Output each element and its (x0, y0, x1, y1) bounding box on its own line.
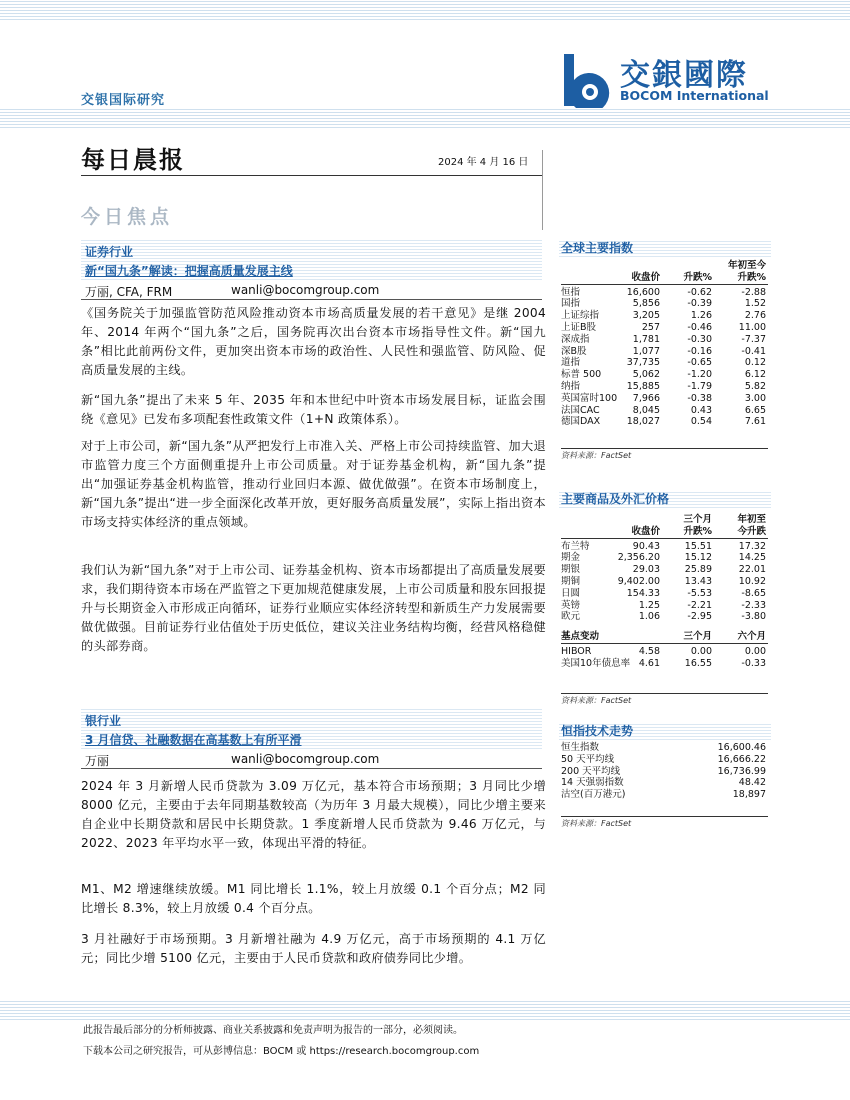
col-header: 三个月 (683, 631, 712, 643)
row-label: 纳指 (561, 380, 581, 392)
section-label: 银行业 (85, 714, 122, 728)
table-row (561, 777, 768, 789)
row-label: 国指 (561, 298, 581, 310)
row-label: 深B股 (561, 345, 587, 357)
company-logo (562, 50, 772, 110)
col-header: 收盘价 (631, 525, 660, 537)
table-row (561, 416, 768, 428)
col-header: 升跌% (683, 271, 712, 283)
row-value: 11.00 (738, 321, 766, 333)
table-row (561, 576, 768, 588)
logo-chinese-text: 交銀國際 (620, 58, 748, 93)
table-row (561, 646, 768, 658)
row-value: -0.16 (687, 345, 712, 357)
paragraph: 3 月社融好于市场预期。3 月新增社融为 4.9 万亿元，高于市场预期的 4.1 万亿元；同比少增 5100 亿元，主要由于人民币贷款和政府债券同比少增。 (81, 932, 546, 965)
row-value: 37,735 (626, 357, 660, 369)
download-info[interactable]: 下载本公司之研究报告，可从彭博信息：BOCM 或 https://research.bocomgroup.com (83, 1046, 480, 1057)
table-row (561, 334, 768, 346)
row-value: 8,045 (632, 404, 660, 416)
row-value: -8.65 (741, 587, 766, 599)
row-value: 29.03 (632, 564, 660, 576)
row-value: 16,666.22 (717, 753, 766, 765)
table-row (561, 658, 768, 670)
row-label: 期铜 (561, 575, 581, 587)
hsi-tech-table (561, 742, 768, 801)
table-rule (561, 448, 768, 449)
row-value: 25.89 (684, 564, 712, 576)
row-value: 0.00 (744, 645, 766, 657)
row-label: 期银 (561, 564, 581, 576)
row-label: 欧元 (561, 611, 581, 623)
row-value: 6.12 (744, 369, 766, 381)
author-name: 万丽 (85, 754, 110, 768)
table-row (561, 287, 768, 299)
row-value: 22.01 (738, 564, 766, 576)
table-row (561, 789, 768, 801)
row-value: -2.33 (741, 599, 766, 611)
logo-english-text: BOCOM International (620, 88, 769, 103)
col-header: 收盘价 (631, 271, 660, 283)
row-value: -2.21 (687, 599, 712, 611)
focus-heading: 今日焦点 (81, 206, 174, 228)
row-value: -0.33 (741, 657, 766, 669)
row-label: 法国CAC (561, 404, 600, 416)
table-row (561, 322, 768, 334)
row-value: 15,885 (626, 380, 660, 392)
table-rule (561, 693, 768, 694)
report-date: 2024 年 4 月 16 日 (438, 157, 529, 168)
row-value: -0.39 (687, 298, 712, 310)
table-row (561, 552, 768, 564)
row-value: 1,781 (632, 333, 660, 345)
table-row (561, 754, 768, 766)
table-row (561, 588, 768, 600)
disclaimer-text: 此报告最后部分的分析师披露、商业关系披露和免责声明为报告的一部分，必须阅读。 (83, 1025, 463, 1036)
row-value: 1.52 (744, 298, 766, 310)
row-label: 标普 500 (561, 369, 602, 381)
row-value: -5.53 (687, 587, 712, 599)
row-label: 美国10年债息率 (561, 657, 631, 669)
row-value: 0.12 (744, 357, 766, 369)
commodities-table (561, 514, 768, 670)
row-value: 7.61 (744, 416, 766, 428)
row-value: 10.92 (738, 575, 766, 587)
row-label: 英镑 (561, 599, 581, 611)
table-row (561, 611, 768, 623)
row-value: 2.76 (744, 310, 766, 322)
row-value: 13.43 (684, 575, 712, 587)
row-value: 0.43 (690, 404, 712, 416)
table-row (561, 541, 768, 553)
row-value: 154.33 (626, 587, 660, 599)
row-value: -7.37 (741, 333, 766, 345)
row-value: -0.65 (687, 357, 712, 369)
row-label: 恒指 (561, 286, 581, 298)
row-label: 英国富时100 (561, 392, 618, 404)
row-value: 16,600 (626, 286, 660, 298)
indices-title: 全球主要指数 (559, 239, 771, 257)
paragraph: 《国务院关于加强监管防范风险推动资本市场高质量发展的若干意见》是继 2004 年、2014 年两个“国九条”之后，国务院再次出台资本市场指导性文件。新“国九条”相比此前两份文件，更加突出资本市场的政治性、人民性和强监管、防风险、促高质量发展的主线。 (81, 306, 546, 377)
row-value: 17.32 (738, 540, 766, 552)
author-email[interactable]: wanli@bocomgroup.com (231, 283, 380, 297)
section-headline[interactable]: 新“国九条”解读：把握高质量发展主线 (85, 264, 293, 278)
table-row (561, 600, 768, 612)
row-value: -0.30 (687, 333, 712, 345)
row-label: 德国DAX (561, 416, 601, 428)
table-row (561, 310, 768, 322)
table-row (561, 405, 768, 417)
row-value: 14.25 (738, 552, 766, 564)
rates-label: 基点变动 (561, 631, 600, 643)
col-header: 年初至今 (727, 260, 766, 271)
row-label: 布兰特 (561, 540, 590, 552)
col-header: 今升跌 (737, 525, 766, 537)
row-value: 18,897 (732, 789, 766, 801)
report-title: 每日晨报 (81, 146, 185, 174)
table-row (561, 346, 768, 358)
row-value: -2.88 (741, 286, 766, 298)
section-headline[interactable]: 3 月信贷、社融数据在高基数上有所平滑 (85, 733, 302, 747)
table-row (561, 298, 768, 310)
row-value: 257 (641, 321, 660, 333)
col-header: 年初至 (737, 514, 766, 525)
row-value: 15.51 (684, 540, 712, 552)
table-row (561, 742, 768, 754)
section-header-securities (81, 240, 542, 280)
row-value: 1.26 (690, 310, 712, 322)
row-value: 6.65 (744, 404, 766, 416)
row-value: -2.95 (687, 611, 712, 623)
row-value: 5,062 (632, 369, 660, 381)
row-value: 16,600.46 (717, 742, 766, 753)
row-label: 期金 (561, 552, 581, 564)
author-row (81, 283, 542, 300)
row-value: 5,856 (632, 298, 660, 310)
row-value: -1.20 (687, 369, 712, 381)
row-label: 恒生指数 (561, 742, 600, 753)
title-vertical-rule (542, 150, 543, 230)
title-rule (81, 175, 543, 176)
row-value: 1,077 (632, 345, 660, 357)
hsi-tech-title: 恒指技术走势 (559, 722, 771, 740)
row-value: 48.42 (738, 777, 766, 789)
row-label: 14 天强弱指数 (561, 777, 624, 789)
commodities-title: 主要商品及外汇价格 (559, 490, 771, 508)
table-row (561, 564, 768, 576)
footer-stripe-band (0, 1000, 850, 1020)
row-value: 3,205 (632, 310, 660, 322)
col-header: 三个月 (683, 514, 712, 525)
author-name: 万丽, CFA, FRM (85, 285, 173, 299)
table-row (561, 381, 768, 393)
table-row (561, 393, 768, 405)
row-value: 15.12 (684, 552, 712, 564)
row-value: -0.38 (687, 392, 712, 404)
paragraph: 对于上市公司，新“国九条”从严把发行上市准入关、严格上市公司持续监管、加大退市监管力度三个方面侧重提升上市公司质量。对于证券基金机构，新“国九条”提出“加强证券基金机构监管，推动行业回归本源、做优做强”。在资本市场制度上，新“国九条”提出“进一步全面深化改革开放，更好服务高质量发展”，实际上指出资本市场支持实体经济的重点领域。 (81, 439, 546, 529)
row-value: 9,402.00 (617, 575, 660, 587)
row-value: -0.62 (687, 286, 712, 298)
row-value: 1.06 (638, 611, 660, 623)
row-value: 16.55 (684, 657, 712, 669)
row-label: 上证综指 (561, 310, 600, 322)
row-value: -3.80 (741, 611, 766, 623)
table-row (561, 357, 768, 369)
col-header: 六个月 (737, 631, 766, 643)
paragraph: 2024 年 3 月新增人民币贷款为 3.09 万亿元，基本符合市场预期；3 月同比少增 8000 亿元，主要由于去年同期基数较高（为历年 3 月最大规模），同比少增主要来自企业中长期贷款和居民中长期贷款。1 季度新增人民币贷款为 9.46 万亿元，与 2022、2023 年平均水平一致，体现出平滑的特征。 (81, 779, 546, 850)
row-label: 日圆 (561, 587, 581, 599)
table-row (561, 369, 768, 381)
row-value: 7,966 (632, 392, 660, 404)
row-label: 深成指 (561, 333, 590, 345)
table-rule (561, 816, 768, 817)
row-label: 50 天平均线 (561, 753, 615, 765)
header-stripe-band (0, 108, 850, 128)
row-value: 2,356.20 (617, 552, 660, 564)
author-email[interactable]: wanli@bocomgroup.com (231, 752, 380, 766)
section-label: 证券行业 (85, 245, 134, 259)
row-value: -0.46 (687, 321, 712, 333)
table-source: 资料来源：FactSet (561, 696, 632, 705)
paragraph: 我们认为新“国九条”对于上市公司、证券基金机构、资本市场都提出了高质量发展要求，我们期待资本市场在严监管之下更加规范健康发展，上市公司质量和股东回报提升与长期资金入市形成正向循环，证券行业顺应实体经济转型和新质生产力发展需要做优做强。目前证券行业估值处于历史低位，建议关注业务结构均衡，经营风格稳健的头部券商。 (81, 563, 546, 653)
col-header: 升跌% (737, 271, 766, 283)
section-header-banking (81, 709, 542, 749)
row-label: 道指 (561, 357, 581, 369)
row-label: 200 天平均线 (561, 765, 621, 777)
row-label: 沽空(百万港元) (561, 789, 626, 801)
paragraph: 新“国九条”提出了未来 5 年、2035 年和本世纪中叶资本市场发展目标，证监会围绕《意见》已发布多项配套性政策文件（1+N 政策体系）。 (81, 393, 546, 426)
row-value: -0.41 (741, 345, 766, 357)
row-value: 1.25 (638, 599, 660, 611)
row-value: 5.82 (744, 380, 766, 392)
table-row (561, 766, 768, 778)
row-value: 18,027 (626, 416, 660, 428)
row-value: 16,736.99 (717, 765, 766, 777)
row-value: -1.79 (687, 380, 712, 392)
table-source: 资料来源：FactSet (561, 451, 632, 460)
row-value: 4.61 (638, 657, 660, 669)
paragraph: M1、M2 增速继续放缓。M1 同比增长 1.1%，较上月放缓 0.1 个百分点；M2 同比增长 8.3%，较上月放缓 0.4 个百分点。 (81, 882, 546, 915)
row-value: 3.00 (744, 392, 766, 404)
indices-table (561, 260, 768, 428)
brand-label: 交银国际研究 (81, 93, 166, 108)
row-value: 0.00 (690, 645, 712, 657)
row-value: 0.54 (690, 416, 712, 428)
table-source: 资料来源：FactSet (561, 819, 632, 828)
top-stripe-band (0, 0, 850, 20)
col-header: 升跌% (683, 525, 712, 537)
row-value: 90.43 (632, 540, 660, 552)
author-row (81, 752, 542, 769)
row-label: 上证B股 (561, 321, 597, 333)
row-value: 4.58 (638, 645, 660, 657)
logo-mark-icon (562, 50, 616, 110)
row-label: HIBOR (561, 645, 592, 657)
